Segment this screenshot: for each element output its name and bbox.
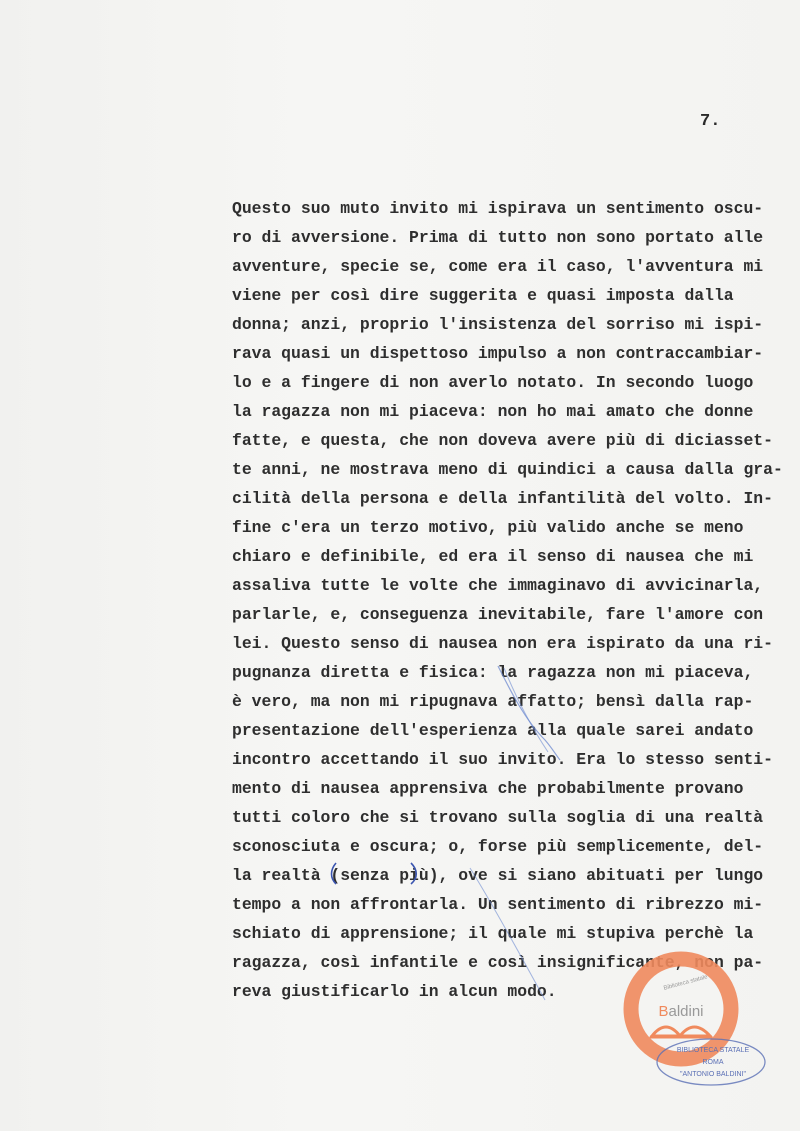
text-line: cilità della persona e della infantilità del volto. In- xyxy=(232,489,773,508)
text-line: rava quasi un dispettoso impulso a non contraccambiar- xyxy=(232,344,764,363)
svg-text:"ANTONIO BALDINI": "ANTONIO BALDINI" xyxy=(680,1071,746,1078)
text-line: incontro accettando il suo invito. Era lo stesso senti- xyxy=(232,750,773,769)
text-line: sconosciuta e oscura; o, forse più semplicemente, del- xyxy=(232,837,764,856)
text-line: la realtà (senza più), ove si siano abituati per lungo xyxy=(232,866,764,885)
text-line: reva giustificarlo in alcun modo. xyxy=(232,982,557,1001)
text-line: ragazza, così infantile e così insignificante, non pa- xyxy=(232,953,764,972)
text-line: tempo a non affrontarla. Un sentimento di ribrezzo mi- xyxy=(232,895,764,914)
svg-text:Baldini: Baldini xyxy=(658,1003,704,1020)
text-line: fine c'era un terzo motivo, più valido anche se meno xyxy=(232,518,744,537)
text-line: donna; anzi, proprio l'insistenza del sorriso mi ispi- xyxy=(232,315,764,334)
text-line: è vero, ma non mi ripugnava affatto; bensì dalla rap- xyxy=(232,692,754,711)
svg-text:ROMA: ROMA xyxy=(702,1059,724,1066)
text-line: mento di nausea apprensiva che probabilmente provano xyxy=(232,779,744,798)
text-line: lo e a fingere di non averlo notato. In secondo luogo xyxy=(232,373,754,392)
svg-text:Biblioteca statale: Biblioteca statale xyxy=(663,974,709,992)
page-number: 7. xyxy=(700,112,721,131)
text-line: pugnanza diretta e fisica: la ragazza non mi piaceva, xyxy=(232,663,754,682)
text-line: assaliva tutte le volte che immaginavo di avvicinarla, xyxy=(232,576,764,595)
text-line: parlarle, e, conseguenza inevitabile, fare l'amore con xyxy=(232,605,764,624)
library-ink-stamp xyxy=(655,1037,767,1087)
svg-text:BIBLIOTECA STATALE: BIBLIOTECA STATALE xyxy=(676,1047,750,1054)
text-line: te anni, ne mostrava meno di quindici a causa dalla gra- xyxy=(232,460,783,479)
text-line: lei. Questo senso di nausea non era ispirato da una ri- xyxy=(232,634,773,653)
text-line: ro di avversione. Prima di tutto non sono portato alle xyxy=(232,228,764,247)
text-line: tutti coloro che si trovano sulla soglia di una realtà xyxy=(232,808,764,827)
text-line: la ragazza non mi piaceva: non ho mai amato che donne xyxy=(232,402,754,421)
text-line: viene per così dire suggerita e quasi imposta dalla xyxy=(232,286,734,305)
text-line: presentazione dell'esperienza alla quale sarei andato xyxy=(232,721,754,740)
text-line: avventure, specie se, come era il caso, l'avventura mi xyxy=(232,257,764,276)
text-line: chiaro e definibile, ed era il senso di nausea che mi xyxy=(232,547,754,566)
text-line: fatte, e questa, che non doveva avere più di diciasset- xyxy=(232,431,773,450)
text-line: schiato di apprensione; il quale mi stupiva perchè la xyxy=(232,924,754,943)
text-line: Questo suo muto invito mi ispirava un sentimento oscu- xyxy=(232,199,764,218)
